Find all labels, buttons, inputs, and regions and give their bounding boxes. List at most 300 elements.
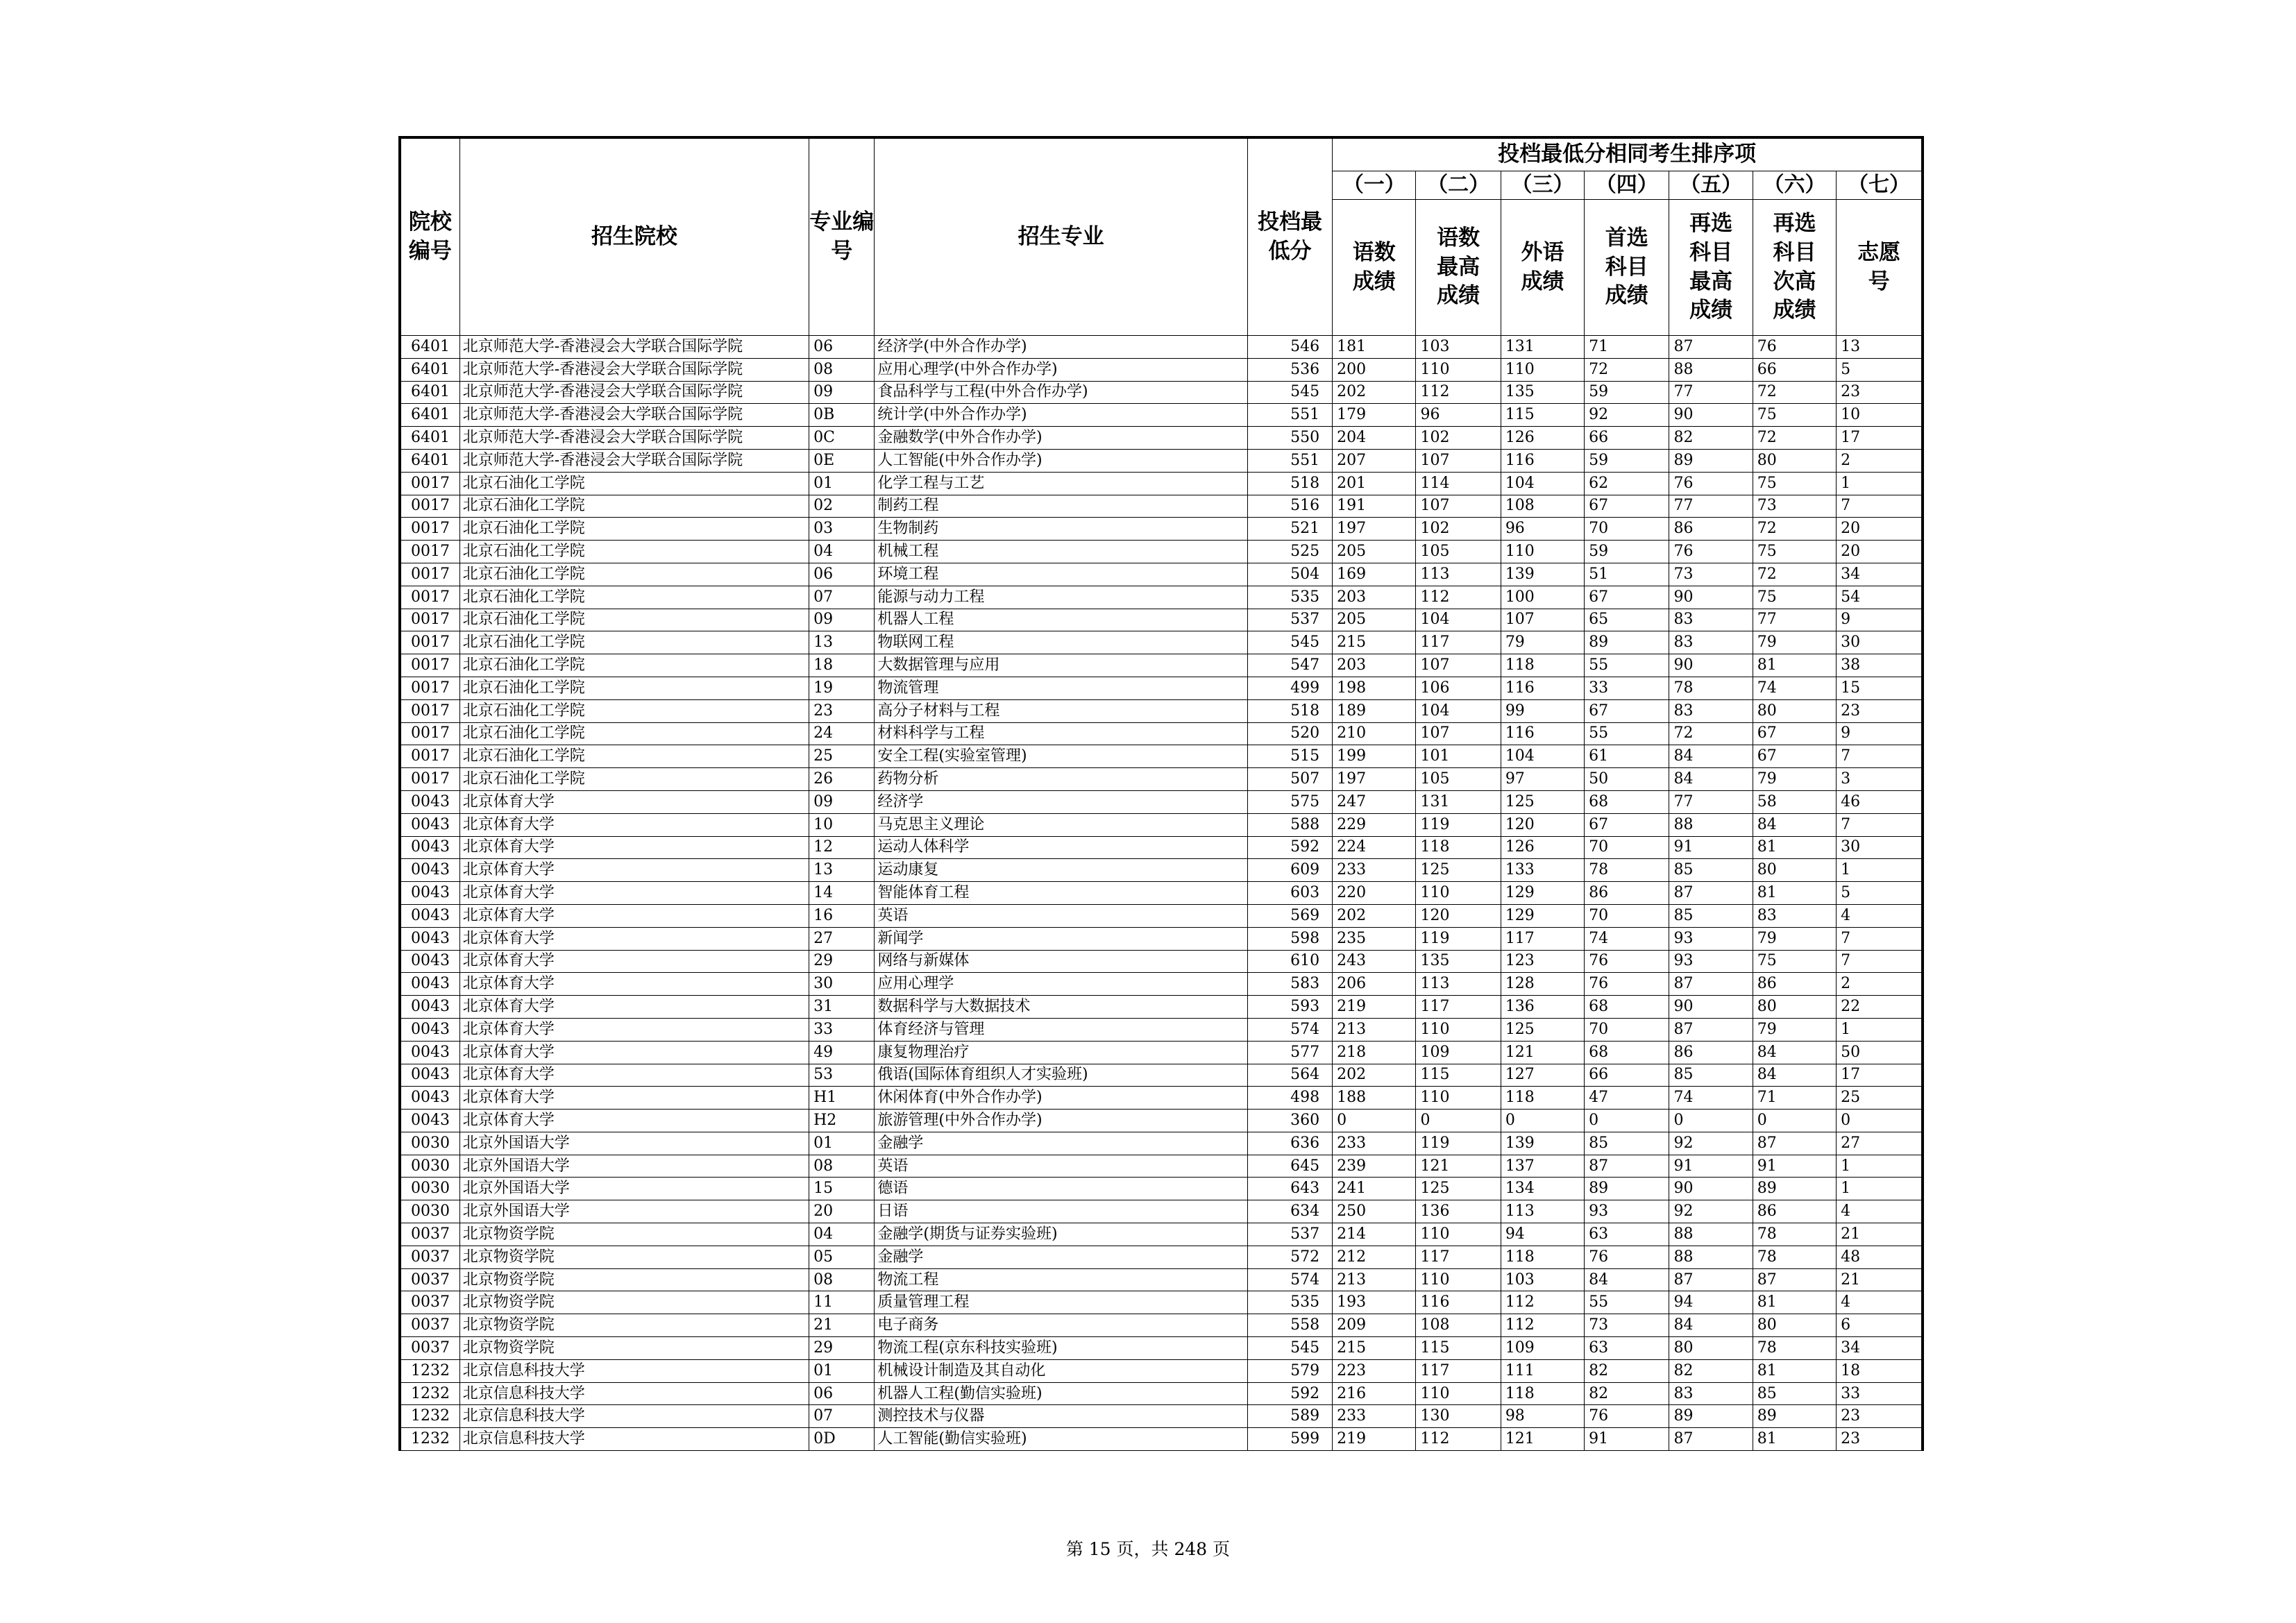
- cell-school-code: 0043: [400, 973, 459, 996]
- cell-tie-6: 87: [1753, 1268, 1836, 1291]
- cell-tie-4: 55: [1585, 722, 1669, 745]
- cell-major-name: 金融学(期货与证券实验班): [875, 1223, 1247, 1246]
- cell-tie-2: 114: [1416, 472, 1501, 495]
- cell-tie-3: 118: [1501, 654, 1584, 677]
- cell-school-name: 北京体育大学: [459, 1110, 809, 1132]
- cell-tie-5: 89: [1669, 1405, 1753, 1428]
- cell-major-code: 0D: [809, 1428, 875, 1451]
- cell-school-name: 北京体育大学: [459, 859, 809, 882]
- table-row: [400, 1178, 1923, 1200]
- cell-tie-3: 107: [1501, 609, 1584, 631]
- cell-tie-5: 82: [1669, 427, 1753, 450]
- header-tie-label: 外语成绩: [1501, 200, 1584, 336]
- cell-tie-5: 87: [1669, 1268, 1753, 1291]
- cell-tie-2: 105: [1416, 768, 1501, 791]
- cell-tie-2: 107: [1416, 654, 1501, 677]
- cell-tie-2: 110: [1416, 358, 1501, 381]
- cell-tie-1: 241: [1333, 1178, 1416, 1200]
- cell-school-code: 0043: [400, 813, 459, 836]
- cell-tie-3: 116: [1501, 449, 1584, 472]
- cell-school-code: 0017: [400, 699, 459, 722]
- cell-volunteer-no: 15: [1837, 677, 1923, 699]
- cell-tie-6: 78: [1753, 1337, 1836, 1360]
- cell-tie-4: 73: [1585, 1314, 1669, 1337]
- cell-tie-4: 59: [1585, 449, 1669, 472]
- cell-school-code: 0043: [400, 1041, 459, 1064]
- cell-tie-2: 131: [1416, 790, 1501, 813]
- cell-tie-1: 214: [1333, 1223, 1416, 1246]
- cell-tie-3: 110: [1501, 541, 1584, 563]
- cell-tie-5: 88: [1669, 813, 1753, 836]
- cell-school-name: 北京信息科技大学: [459, 1359, 809, 1382]
- cell-school-code: 0017: [400, 631, 459, 654]
- cell-school-name: 北京石油化工学院: [459, 631, 809, 654]
- table-row: [400, 1132, 1923, 1155]
- table-row: [400, 699, 1923, 722]
- cell-tie-1: 202: [1333, 1064, 1416, 1087]
- cell-school-code: 6401: [400, 404, 459, 427]
- cell-major-code: 21: [809, 1314, 875, 1337]
- cell-major-name: 金融学: [875, 1246, 1247, 1268]
- cell-min-score: 521: [1247, 518, 1332, 541]
- cell-school-code: 0037: [400, 1337, 459, 1360]
- table-row: [400, 790, 1923, 813]
- cell-volunteer-no: 7: [1837, 745, 1923, 768]
- cell-major-name: 机器人工程(勤信实验班): [875, 1382, 1247, 1405]
- cell-tie-5: 90: [1669, 404, 1753, 427]
- cell-tie-1: 247: [1333, 790, 1416, 813]
- cell-tie-3: 139: [1501, 1132, 1584, 1155]
- cell-major-name: 康复物理治疗: [875, 1041, 1247, 1064]
- cell-volunteer-no: 23: [1837, 699, 1923, 722]
- cell-tie-3: 121: [1501, 1428, 1584, 1451]
- cell-school-code: 0030: [400, 1200, 459, 1223]
- header-tie-group: 投档最低分相同考生排序项: [1333, 137, 1923, 171]
- header-tie-label: 志愿号: [1837, 200, 1923, 336]
- cell-tie-2: 101: [1416, 745, 1501, 768]
- cell-tie-6: 80: [1753, 1314, 1836, 1337]
- cell-tie-2: 104: [1416, 699, 1501, 722]
- cell-tie-4: 76: [1585, 950, 1669, 973]
- cell-school-code: 1232: [400, 1428, 459, 1451]
- cell-tie-6: 73: [1753, 495, 1836, 518]
- cell-tie-4: 61: [1585, 745, 1669, 768]
- cell-major-code: 01: [809, 1132, 875, 1155]
- cell-volunteer-no: 9: [1837, 722, 1923, 745]
- cell-major-name: 金融数学(中外合作办学): [875, 427, 1247, 450]
- cell-tie-6: 72: [1753, 427, 1836, 450]
- header-tie-number: （一）: [1333, 171, 1416, 200]
- cell-major-code: 12: [809, 836, 875, 859]
- cell-major-name: 德语: [875, 1178, 1247, 1200]
- cell-school-code: 0043: [400, 996, 459, 1019]
- cell-tie-6: 75: [1753, 950, 1836, 973]
- cell-tie-4: 68: [1585, 996, 1669, 1019]
- cell-tie-5: 88: [1669, 1246, 1753, 1268]
- cell-major-name: 智能体育工程: [875, 882, 1247, 905]
- cell-tie-1: 219: [1333, 996, 1416, 1019]
- cell-tie-5: 85: [1669, 859, 1753, 882]
- cell-school-code: 6401: [400, 449, 459, 472]
- table-row: [400, 404, 1923, 427]
- cell-school-name: 北京体育大学: [459, 927, 809, 950]
- cell-school-name: 北京体育大学: [459, 1041, 809, 1064]
- cell-school-name: 北京体育大学: [459, 904, 809, 927]
- cell-min-score: 520: [1247, 722, 1332, 745]
- cell-tie-2: 110: [1416, 1382, 1501, 1405]
- cell-major-name: 人工智能(中外合作办学): [875, 449, 1247, 472]
- cell-volunteer-no: 30: [1837, 836, 1923, 859]
- cell-volunteer-no: 4: [1837, 904, 1923, 927]
- cell-tie-5: 83: [1669, 609, 1753, 631]
- cell-major-code: 29: [809, 1337, 875, 1360]
- cell-tie-6: 67: [1753, 745, 1836, 768]
- cell-tie-3: 118: [1501, 1246, 1584, 1268]
- cell-tie-5: 87: [1669, 1428, 1753, 1451]
- cell-major-name: 数据科学与大数据技术: [875, 996, 1247, 1019]
- cell-major-code: 49: [809, 1041, 875, 1064]
- cell-tie-2: 102: [1416, 518, 1501, 541]
- cell-major-code: 16: [809, 904, 875, 927]
- cell-school-name: 北京石油化工学院: [459, 654, 809, 677]
- cell-tie-5: 74: [1669, 1087, 1753, 1110]
- cell-tie-6: 74: [1753, 677, 1836, 699]
- cell-min-score: 643: [1247, 1178, 1332, 1200]
- cell-school-code: 0043: [400, 1087, 459, 1110]
- cell-volunteer-no: 23: [1837, 1405, 1923, 1428]
- cell-tie-4: 51: [1585, 563, 1669, 586]
- cell-tie-3: 139: [1501, 563, 1584, 586]
- cell-tie-2: 107: [1416, 722, 1501, 745]
- cell-tie-2: 117: [1416, 1246, 1501, 1268]
- cell-tie-2: 107: [1416, 495, 1501, 518]
- cell-school-name: 北京石油化工学院: [459, 768, 809, 791]
- cell-tie-3: 125: [1501, 1018, 1584, 1041]
- cell-volunteer-no: 34: [1837, 563, 1923, 586]
- cell-major-code: 19: [809, 677, 875, 699]
- cell-tie-3: 133: [1501, 859, 1584, 882]
- cell-min-score: 575: [1247, 790, 1332, 813]
- cell-tie-2: 115: [1416, 1337, 1501, 1360]
- cell-tie-6: 71: [1753, 1087, 1836, 1110]
- cell-major-code: 23: [809, 699, 875, 722]
- cell-school-name: 北京石油化工学院: [459, 518, 809, 541]
- cell-tie-4: 0: [1585, 1110, 1669, 1132]
- cell-volunteer-no: 20: [1837, 541, 1923, 563]
- cell-tie-5: 86: [1669, 1041, 1753, 1064]
- cell-tie-2: 0: [1416, 1110, 1501, 1132]
- cell-tie-4: 67: [1585, 586, 1669, 609]
- cell-major-name: 能源与动力工程: [875, 586, 1247, 609]
- cell-major-code: 09: [809, 381, 875, 404]
- cell-school-name: 北京石油化工学院: [459, 541, 809, 563]
- cell-tie-1: 200: [1333, 358, 1416, 381]
- cell-tie-1: 250: [1333, 1200, 1416, 1223]
- table-row: [400, 1200, 1923, 1223]
- cell-major-name: 环境工程: [875, 563, 1247, 586]
- cell-school-code: 0043: [400, 859, 459, 882]
- cell-major-name: 质量管理工程: [875, 1291, 1247, 1314]
- cell-tie-3: 125: [1501, 790, 1584, 813]
- cell-school-name: 北京师范大学-香港浸会大学联合国际学院: [459, 404, 809, 427]
- cell-tie-5: 87: [1669, 973, 1753, 996]
- table-row: [400, 1314, 1923, 1337]
- table-row: [400, 381, 1923, 404]
- cell-major-code: 07: [809, 586, 875, 609]
- cell-tie-5: 73: [1669, 563, 1753, 586]
- cell-min-score: 579: [1247, 1359, 1332, 1382]
- header-tie-label: 语数最高成绩: [1416, 200, 1501, 336]
- cell-tie-2: 130: [1416, 1405, 1501, 1428]
- cell-major-name: 高分子材料与工程: [875, 699, 1247, 722]
- cell-tie-4: 59: [1585, 541, 1669, 563]
- cell-tie-6: 85: [1753, 1382, 1836, 1405]
- cell-volunteer-no: 17: [1837, 1064, 1923, 1087]
- cell-min-score: 516: [1247, 495, 1332, 518]
- header-tie-number: （四）: [1585, 171, 1669, 200]
- cell-tie-1: 233: [1333, 1132, 1416, 1155]
- table-row: [400, 449, 1923, 472]
- cell-tie-2: 118: [1416, 836, 1501, 859]
- cell-tie-1: 239: [1333, 1155, 1416, 1178]
- cell-tie-6: 86: [1753, 1200, 1836, 1223]
- cell-school-code: 0043: [400, 1110, 459, 1132]
- cell-school-code: 0037: [400, 1246, 459, 1268]
- cell-min-score: 535: [1247, 1291, 1332, 1314]
- cell-min-score: 592: [1247, 1382, 1332, 1405]
- cell-tie-4: 67: [1585, 813, 1669, 836]
- cell-school-code: 0043: [400, 1064, 459, 1087]
- cell-tie-2: 119: [1416, 1132, 1501, 1155]
- cell-tie-4: 76: [1585, 973, 1669, 996]
- cell-volunteer-no: 54: [1837, 586, 1923, 609]
- cell-major-code: 08: [809, 1155, 875, 1178]
- cell-tie-5: 86: [1669, 518, 1753, 541]
- cell-volunteer-no: 27: [1837, 1132, 1923, 1155]
- header-tie-number: （二）: [1416, 171, 1501, 200]
- cell-tie-2: 110: [1416, 882, 1501, 905]
- cell-tie-2: 112: [1416, 381, 1501, 404]
- cell-school-code: 0017: [400, 768, 459, 791]
- cell-tie-2: 110: [1416, 1268, 1501, 1291]
- cell-major-name: 机器人工程: [875, 609, 1247, 631]
- cell-tie-5: 87: [1669, 1018, 1753, 1041]
- table-row: [400, 1087, 1923, 1110]
- cell-tie-6: 78: [1753, 1246, 1836, 1268]
- table-row: [400, 1041, 1923, 1064]
- cell-school-name: 北京物资学院: [459, 1314, 809, 1337]
- cell-tie-3: 110: [1501, 358, 1584, 381]
- cell-major-name: 休闲体育(中外合作办学): [875, 1087, 1247, 1110]
- cell-tie-3: 131: [1501, 336, 1584, 359]
- cell-major-name: 应用心理学: [875, 973, 1247, 996]
- cell-tie-5: 88: [1669, 1223, 1753, 1246]
- cell-tie-3: 128: [1501, 973, 1584, 996]
- cell-tie-6: 58: [1753, 790, 1836, 813]
- cell-tie-6: 66: [1753, 358, 1836, 381]
- table-row: [400, 1405, 1923, 1428]
- cell-school-name: 北京体育大学: [459, 836, 809, 859]
- table-row: [400, 563, 1923, 586]
- cell-tie-3: 98: [1501, 1405, 1584, 1428]
- cell-volunteer-no: 23: [1837, 381, 1923, 404]
- cell-school-code: 0043: [400, 790, 459, 813]
- cell-tie-5: 83: [1669, 1382, 1753, 1405]
- cell-tie-6: 80: [1753, 996, 1836, 1019]
- cell-tie-6: 0: [1753, 1110, 1836, 1132]
- cell-volunteer-no: 1: [1837, 1178, 1923, 1200]
- cell-tie-5: 93: [1669, 927, 1753, 950]
- table-row: [400, 882, 1923, 905]
- cell-tie-6: 72: [1753, 518, 1836, 541]
- cell-major-name: 体育经济与管理: [875, 1018, 1247, 1041]
- cell-volunteer-no: 7: [1837, 927, 1923, 950]
- cell-tie-4: 70: [1585, 836, 1669, 859]
- cell-tie-2: 112: [1416, 586, 1501, 609]
- cell-tie-5: 88: [1669, 358, 1753, 381]
- cell-tie-3: 104: [1501, 472, 1584, 495]
- cell-tie-1: 243: [1333, 950, 1416, 973]
- cell-school-name: 北京石油化工学院: [459, 472, 809, 495]
- cell-major-code: 04: [809, 541, 875, 563]
- cell-tie-6: 75: [1753, 404, 1836, 427]
- table-row: [400, 336, 1923, 359]
- cell-tie-5: 91: [1669, 1155, 1753, 1178]
- table-row: [400, 904, 1923, 927]
- cell-major-name: 安全工程(实验室管理): [875, 745, 1247, 768]
- cell-tie-3: 115: [1501, 404, 1584, 427]
- cell-tie-1: 220: [1333, 882, 1416, 905]
- cell-school-code: 0037: [400, 1223, 459, 1246]
- cell-tie-3: 116: [1501, 722, 1584, 745]
- cell-major-name: 电子商务: [875, 1314, 1247, 1337]
- header-major-name: 招生专业: [875, 137, 1247, 336]
- cell-school-code: 0017: [400, 745, 459, 768]
- cell-school-code: 0017: [400, 541, 459, 563]
- cell-tie-2: 120: [1416, 904, 1501, 927]
- cell-tie-1: 210: [1333, 722, 1416, 745]
- cell-tie-2: 121: [1416, 1155, 1501, 1178]
- cell-tie-4: 85: [1585, 1132, 1669, 1155]
- cell-tie-3: 121: [1501, 1041, 1584, 1064]
- table-row: [400, 609, 1923, 631]
- cell-tie-1: 193: [1333, 1291, 1416, 1314]
- cell-tie-6: 67: [1753, 722, 1836, 745]
- cell-major-code: 13: [809, 859, 875, 882]
- cell-major-code: 33: [809, 1018, 875, 1041]
- cell-major-name: 马克思主义理论: [875, 813, 1247, 836]
- cell-major-code: 14: [809, 882, 875, 905]
- cell-tie-3: 137: [1501, 1155, 1584, 1178]
- table-row: [400, 813, 1923, 836]
- cell-major-name: 俄语(国际体育组织人才实验班): [875, 1064, 1247, 1087]
- cell-school-name: 北京体育大学: [459, 1064, 809, 1087]
- table-row: [400, 1018, 1923, 1041]
- cell-tie-3: 123: [1501, 950, 1584, 973]
- cell-school-code: 0017: [400, 472, 459, 495]
- table-row: [400, 495, 1923, 518]
- cell-school-name: 北京石油化工学院: [459, 609, 809, 631]
- cell-tie-4: 72: [1585, 358, 1669, 381]
- cell-min-score: 537: [1247, 1223, 1332, 1246]
- cell-school-code: 0037: [400, 1268, 459, 1291]
- cell-tie-4: 67: [1585, 495, 1669, 518]
- page-footer: 第 15 页，共 248 页: [1065, 1539, 1231, 1559]
- cell-volunteer-no: 7: [1837, 813, 1923, 836]
- cell-volunteer-no: 2: [1837, 449, 1923, 472]
- cell-tie-4: 59: [1585, 381, 1669, 404]
- cell-tie-4: 78: [1585, 859, 1669, 882]
- cell-volunteer-no: 22: [1837, 996, 1923, 1019]
- cell-min-score: 569: [1247, 904, 1332, 927]
- cell-volunteer-no: 46: [1837, 790, 1923, 813]
- cell-tie-4: 82: [1585, 1382, 1669, 1405]
- cell-major-code: H2: [809, 1110, 875, 1132]
- cell-tie-5: 93: [1669, 950, 1753, 973]
- cell-min-score: 589: [1247, 1405, 1332, 1428]
- cell-min-score: 518: [1247, 699, 1332, 722]
- cell-tie-1: 213: [1333, 1268, 1416, 1291]
- cell-major-code: 0C: [809, 427, 875, 450]
- cell-tie-3: 118: [1501, 1382, 1584, 1405]
- cell-tie-5: 77: [1669, 495, 1753, 518]
- cell-school-name: 北京体育大学: [459, 950, 809, 973]
- table-row: [400, 1428, 1923, 1451]
- cell-tie-6: 81: [1753, 882, 1836, 905]
- cell-major-name: 材料科学与工程: [875, 722, 1247, 745]
- cell-min-score: 360: [1247, 1110, 1332, 1132]
- cell-volunteer-no: 1: [1837, 1155, 1923, 1178]
- cell-tie-3: 118: [1501, 1087, 1584, 1110]
- cell-tie-6: 89: [1753, 1178, 1836, 1200]
- cell-tie-4: 91: [1585, 1428, 1669, 1451]
- cell-min-score: 535: [1247, 586, 1332, 609]
- cell-school-code: 0043: [400, 904, 459, 927]
- cell-tie-4: 70: [1585, 518, 1669, 541]
- cell-major-name: 网络与新媒体: [875, 950, 1247, 973]
- cell-min-score: 577: [1247, 1041, 1332, 1064]
- cell-school-code: 0017: [400, 722, 459, 745]
- cell-tie-5: 83: [1669, 631, 1753, 654]
- cell-major-code: 26: [809, 768, 875, 791]
- cell-tie-1: 0: [1333, 1110, 1416, 1132]
- cell-major-code: 0E: [809, 449, 875, 472]
- cell-major-name: 英语: [875, 904, 1247, 927]
- cell-tie-2: 112: [1416, 1428, 1501, 1451]
- cell-tie-2: 136: [1416, 1200, 1501, 1223]
- header-school-name: 招生院校: [459, 137, 809, 336]
- cell-min-score: 498: [1247, 1087, 1332, 1110]
- cell-min-score: 504: [1247, 563, 1332, 586]
- cell-volunteer-no: 23: [1837, 1428, 1923, 1451]
- cell-tie-5: 72: [1669, 722, 1753, 745]
- cell-major-code: 06: [809, 563, 875, 586]
- cell-tie-1: 198: [1333, 677, 1416, 699]
- table-row: [400, 1291, 1923, 1314]
- cell-major-code: 07: [809, 1405, 875, 1428]
- cell-volunteer-no: 48: [1837, 1246, 1923, 1268]
- cell-min-score: 572: [1247, 1246, 1332, 1268]
- cell-tie-4: 66: [1585, 1064, 1669, 1087]
- cell-tie-3: 100: [1501, 586, 1584, 609]
- cell-tie-5: 77: [1669, 381, 1753, 404]
- cell-volunteer-no: 21: [1837, 1268, 1923, 1291]
- cell-tie-6: 91: [1753, 1155, 1836, 1178]
- cell-tie-3: 129: [1501, 904, 1584, 927]
- cell-min-score: 545: [1247, 381, 1332, 404]
- cell-school-code: 6401: [400, 381, 459, 404]
- cell-school-code: 1232: [400, 1382, 459, 1405]
